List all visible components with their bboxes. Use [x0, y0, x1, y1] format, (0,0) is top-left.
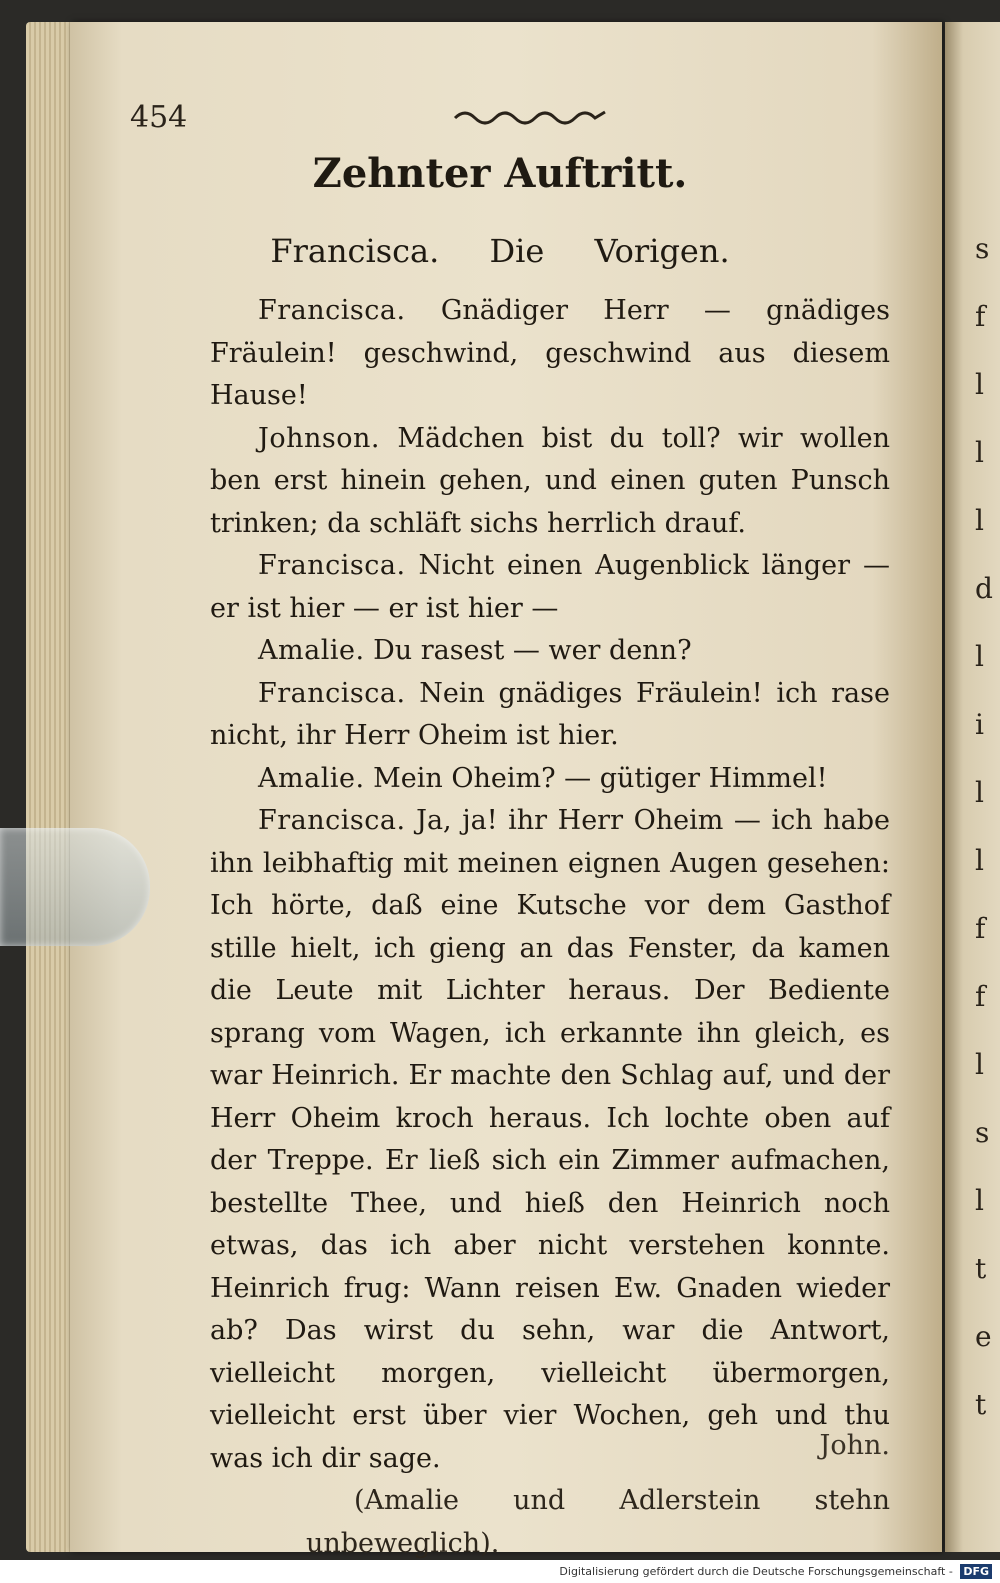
speaker-name: Amalie. — [258, 635, 365, 666]
dialogue-text: Nicht einen Augenblick länger — er ist hier — er ist hier — — [210, 550, 890, 624]
facing-page-fragment: l — [975, 776, 984, 809]
facing-page-fragment: s — [975, 232, 990, 265]
stage-direction: (Amalie und Adlerstein stehn unbeweglich). — [306, 1485, 890, 1559]
wavy-rule-ornament — [450, 100, 610, 130]
speaker-name: Francisca. — [258, 295, 406, 326]
facing-page-fragment: t — [975, 1252, 987, 1285]
facing-page-fragment: f — [975, 980, 986, 1013]
digitization-footer — [0, 1560, 1000, 1583]
speaker-name: Francisca. — [258, 550, 406, 581]
speaker-name: Amalie. — [258, 762, 365, 794]
facing-page-fragment: s — [975, 1116, 990, 1149]
speaker-name: Johnson. — [258, 422, 380, 454]
footer-credit: Digitalisierung gefördert durch die Deutsche Forschungsgemeinschaft - — [559, 1565, 953, 1578]
facing-page-fragment: t — [975, 1388, 987, 1421]
speaker-name: Francisca. — [258, 805, 406, 836]
character-name: Francisca. — [270, 232, 440, 270]
page-clip-weight — [0, 828, 150, 946]
page-number: 454 — [130, 100, 188, 135]
facing-page-fragment: e — [975, 1320, 992, 1353]
catchword: John. — [819, 1430, 890, 1461]
facing-page-fragment: i — [975, 708, 984, 741]
dialogue-text: Nein gnädiges Fräulein! ich rase nicht, ihr Herr Oheim ist hier. — [210, 677, 890, 751]
facing-page-fragment: l — [975, 844, 984, 877]
facing-page-fragment: l — [975, 504, 984, 537]
dialogue-line — [210, 418, 890, 546]
dialogue-line — [210, 630, 890, 673]
dialogue-text: Du rasest — wer denn? — [373, 635, 692, 666]
facing-page-fragment: l — [975, 1048, 984, 1081]
dialogue-line — [210, 545, 890, 630]
dialogue-line — [210, 800, 890, 1480]
speaker-name: Francisca. — [258, 677, 406, 709]
facing-page-fragment: l — [975, 640, 984, 673]
dialogue-line — [210, 673, 890, 758]
character-name: Die Vorigen. — [489, 232, 730, 270]
dialogue-text: Ja, ja! ihr Herr Oheim — ich habe ihn leibhaftig mit meinen eignen Augen gesehen: Ich hörte, daß eine Kutsche vor dem Gasthof stille hielt, ich gieng an das Fenster, da kamen die Leute mit Lichter heraus. Der Bediente sprang vom Wagen, ich erkannte ihn gleich, es war Heinrich. Er machte den Schlag auf, und der Herr Oheim kroch heraus. Ich lochte oben auf der Treppe. Er ließ sich ein Zimmer aufmachen, bestellte Thee, und hieß den Heinrich noch etwas, das ich aber nicht verstehen konnte. Heinrich frug: Wann reisen Ew. Gnaden wieder ab? Das wirst du sehn, war die Antwort, vielleicht morgen, vielleicht übermorgen, vielleicht erst über vier Wochen, geh und thu was ich dir sage. — [210, 805, 890, 1474]
character-list — [0, 232, 1000, 270]
dialogue-line — [210, 290, 890, 418]
facing-page-fragment: l — [975, 368, 984, 401]
facing-page-fragment: f — [975, 300, 986, 333]
facing-page-fragment: l — [975, 436, 984, 469]
dialogue-text: Mädchen bist du toll? wir wollen ben erst hinein gehen, und einen guten Punsch trinken; da schläft sichs herrlich drauf. — [210, 422, 890, 539]
facing-page-fragment: l — [975, 1184, 984, 1217]
dialogue-body — [210, 290, 890, 1565]
dialogue-text: Mein Oheim? — gütiger Himmel! — [373, 762, 828, 794]
dfg-logo: DFG — [960, 1564, 992, 1579]
scene-title: Zehnter Auftritt. — [312, 150, 688, 197]
dialogue-text: Gnädiger Herr — gnädiges Fräulein! geschwind, geschwind aus diesem Hause! — [210, 295, 890, 411]
facing-page-fragment: d — [975, 572, 993, 605]
facing-page-fragment: f — [975, 912, 986, 945]
dialogue-line — [210, 758, 890, 801]
